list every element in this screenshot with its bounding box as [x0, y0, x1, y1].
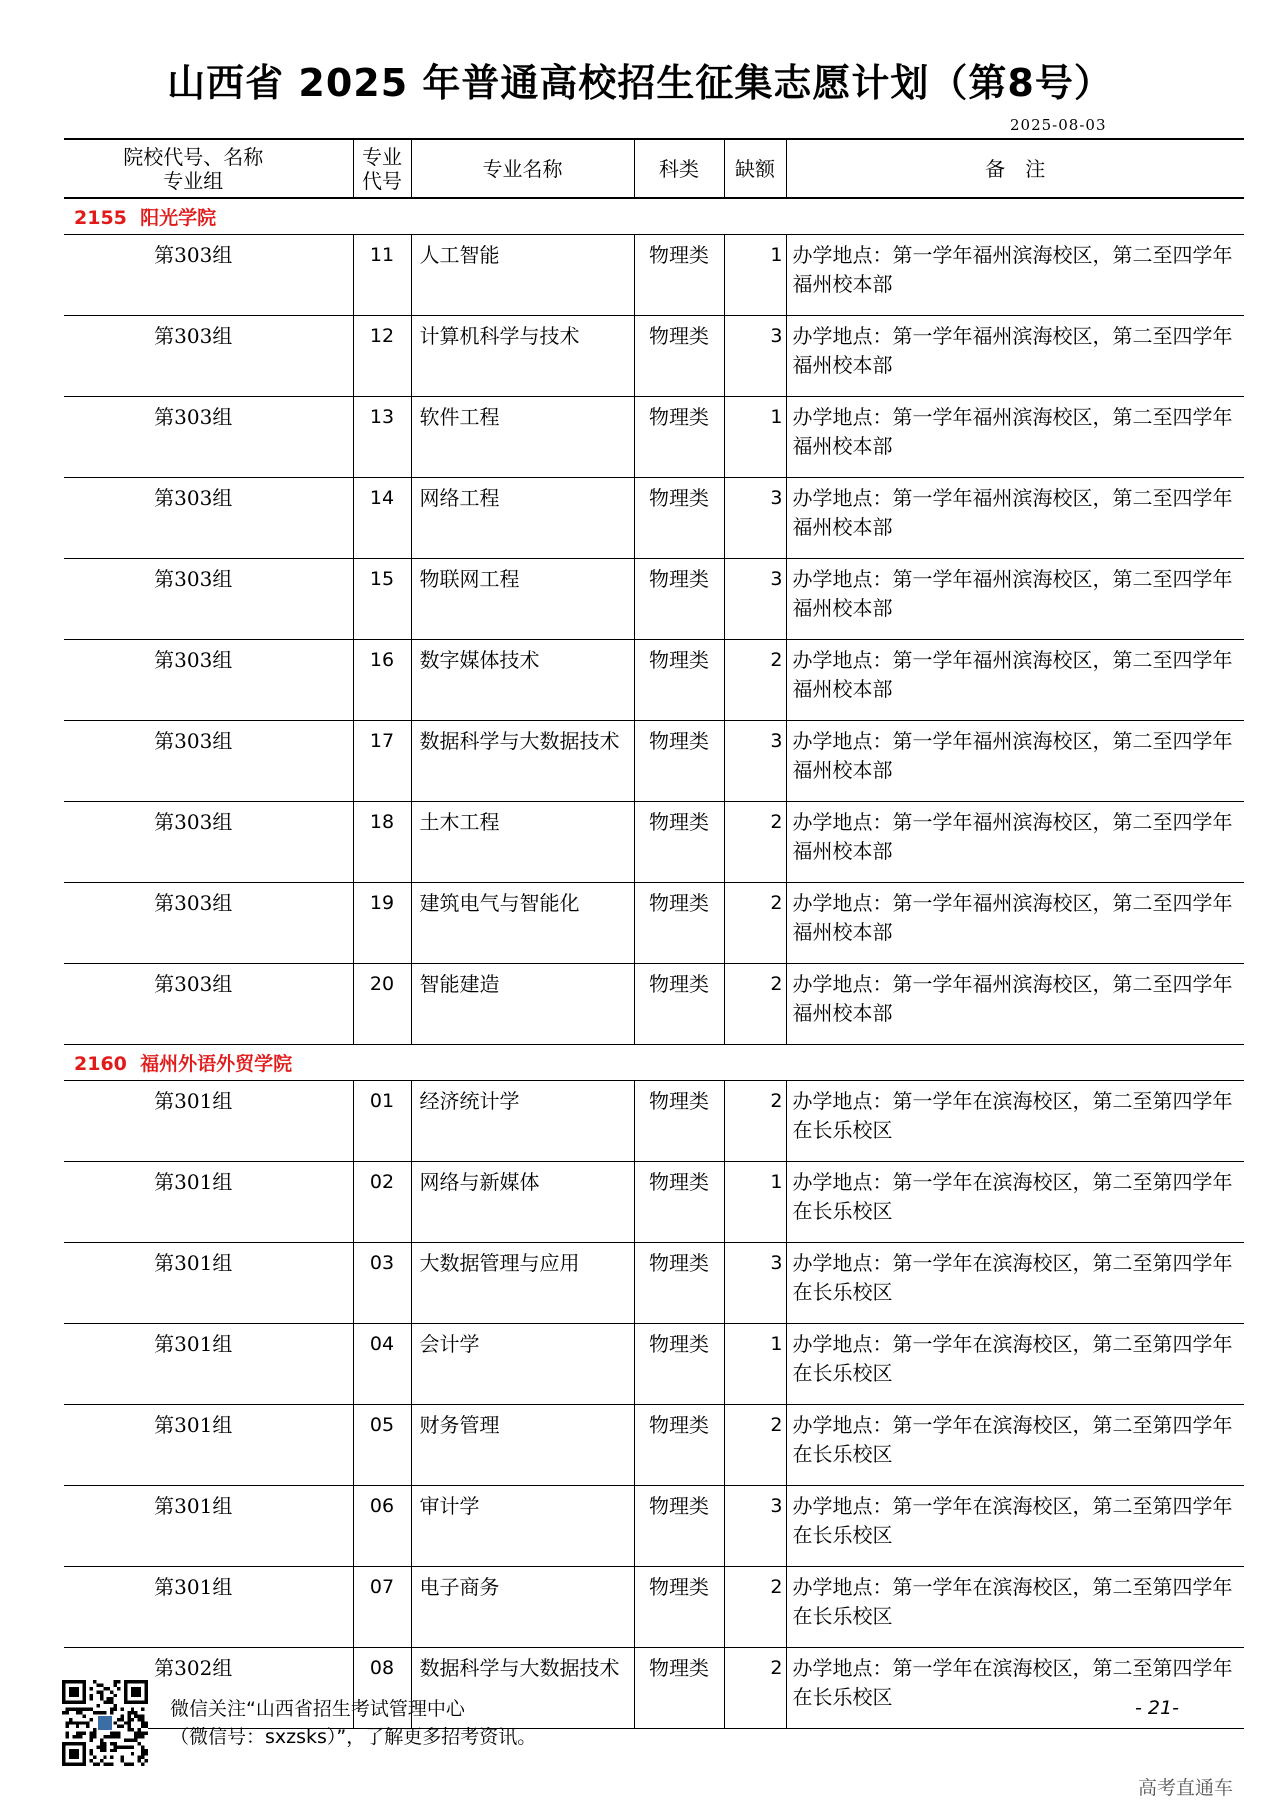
group-cell: 第303组 [64, 235, 353, 316]
major-name-cell: 计算机科学与技术 [411, 316, 634, 397]
school-name: 2160 福州外语外贸学院 [64, 1045, 1244, 1081]
category-cell: 物理类 [634, 559, 724, 640]
major-name-cell: 数字媒体技术 [411, 640, 634, 721]
group-cell: 第301组 [64, 1405, 353, 1486]
major-name-cell: 土木工程 [411, 802, 634, 883]
group-cell: 第303组 [64, 721, 353, 802]
vacancy-cell: 1 [724, 1162, 786, 1243]
page-number: - 21- [1135, 1697, 1179, 1719]
major-code-cell: 16 [353, 640, 411, 721]
remark-cell: 办学地点：第一学年福州滨海校区，第二至四学年福州校本部 [786, 964, 1244, 1045]
major-code-cell: 20 [353, 964, 411, 1045]
remark-cell: 办学地点：第一学年福州滨海校区，第二至四学年福州校本部 [786, 559, 1244, 640]
footer-line-1: 微信关注“山西省招生考试管理中心 [170, 1698, 465, 1720]
group-cell: 第303组 [64, 802, 353, 883]
table-row [64, 235, 1244, 316]
category-cell: 物理类 [634, 1405, 724, 1486]
major-code-cell: 01 [353, 1081, 411, 1162]
major-code-cell: 06 [353, 1486, 411, 1567]
school-row [64, 198, 1244, 235]
header-vacancy: 缺额 [724, 139, 786, 198]
vacancy-cell: 2 [724, 1405, 786, 1486]
header-category: 科类 [634, 139, 724, 198]
group-cell: 第303组 [64, 478, 353, 559]
major-name-cell: 智能建造 [411, 964, 634, 1045]
remark-cell: 办学地点：第一学年在滨海校区，第二至第四学年在长乐校区 [786, 1648, 1244, 1729]
major-code-cell: 14 [353, 478, 411, 559]
category-cell: 物理类 [634, 721, 724, 802]
category-cell: 物理类 [634, 1567, 724, 1648]
vacancy-cell: 2 [724, 802, 786, 883]
remark-cell: 办学地点：第一学年福州滨海校区，第二至四学年福州校本部 [786, 802, 1244, 883]
major-name-cell: 软件工程 [411, 397, 634, 478]
remark-cell: 办学地点：第一学年在滨海校区，第二至第四学年在长乐校区 [786, 1243, 1244, 1324]
major-name-cell: 审计学 [411, 1486, 634, 1567]
watermark: 高考直通车 [1138, 1777, 1234, 1799]
table-body [64, 198, 1244, 1729]
vacancy-cell: 2 [724, 1648, 786, 1729]
vacancy-cell: 1 [724, 235, 786, 316]
major-name-cell: 电子商务 [411, 1567, 634, 1648]
group-cell: 第303组 [64, 316, 353, 397]
vacancy-cell: 2 [724, 1081, 786, 1162]
group-cell: 第302组 [64, 1648, 353, 1729]
group-cell: 第303组 [64, 397, 353, 478]
remark-cell: 办学地点：第一学年在滨海校区，第二至第四学年在长乐校区 [786, 1162, 1244, 1243]
header-major-name: 专业名称 [411, 139, 634, 198]
category-cell: 物理类 [634, 235, 724, 316]
vacancy-cell: 3 [724, 1486, 786, 1567]
major-name-cell: 财务管理 [411, 1405, 634, 1486]
vacancy-cell: 3 [724, 316, 786, 397]
table-header-row [64, 139, 1244, 198]
major-code-cell: 07 [353, 1567, 411, 1648]
remark-cell: 办学地点：第一学年在滨海校区，第二至第四学年在长乐校区 [786, 1486, 1244, 1567]
major-name-cell: 物联网工程 [411, 559, 634, 640]
school-name: 2155 阳光学院 [64, 198, 1244, 235]
group-cell: 第301组 [64, 1162, 353, 1243]
table-row [64, 1486, 1244, 1567]
vacancy-cell: 2 [724, 964, 786, 1045]
table-row [64, 559, 1244, 640]
vacancy-cell: 2 [724, 1567, 786, 1648]
vacancy-cell: 3 [724, 1243, 786, 1324]
major-code-cell: 13 [353, 397, 411, 478]
category-cell: 物理类 [634, 802, 724, 883]
major-code-cell: 04 [353, 1324, 411, 1405]
major-name-cell: 网络与新媒体 [411, 1162, 634, 1243]
major-name-cell: 数据科学与大数据技术 [411, 1648, 634, 1729]
major-name-cell: 会计学 [411, 1324, 634, 1405]
table-row [64, 478, 1244, 559]
vacancy-cell: 1 [724, 1324, 786, 1405]
major-code-cell: 12 [353, 316, 411, 397]
footer-note [170, 1695, 536, 1751]
category-cell: 物理类 [634, 316, 724, 397]
major-code-cell: 19 [353, 883, 411, 964]
remark-cell: 办学地点：第一学年福州滨海校区，第二至四学年福州校本部 [786, 397, 1244, 478]
table-row [64, 1567, 1244, 1648]
vacancy-cell: 1 [724, 397, 786, 478]
remark-cell: 办学地点：第一学年福州滨海校区，第二至四学年福州校本部 [786, 883, 1244, 964]
group-cell: 第303组 [64, 559, 353, 640]
vacancy-cell: 3 [724, 721, 786, 802]
category-cell: 物理类 [634, 478, 724, 559]
category-cell: 物理类 [634, 1243, 724, 1324]
group-cell: 第303组 [64, 883, 353, 964]
vacancy-cell: 2 [724, 640, 786, 721]
major-name-cell: 人工智能 [411, 235, 634, 316]
header-school: 院校代号、名称 专业组 [64, 139, 353, 198]
category-cell: 物理类 [634, 1486, 724, 1567]
major-name-cell: 数据科学与大数据技术 [411, 721, 634, 802]
remark-cell: 办学地点：第一学年福州滨海校区，第二至四学年福州校本部 [786, 478, 1244, 559]
table-row [64, 640, 1244, 721]
category-cell: 物理类 [634, 1162, 724, 1243]
remark-cell: 办学地点：第一学年福州滨海校区，第二至四学年福州校本部 [786, 640, 1244, 721]
major-code-cell: 11 [353, 235, 411, 316]
major-name-cell: 大数据管理与应用 [411, 1243, 634, 1324]
remark-cell: 办学地点：第一学年在滨海校区，第二至第四学年在长乐校区 [786, 1405, 1244, 1486]
table-row [64, 964, 1244, 1045]
table-row [64, 802, 1244, 883]
major-code-cell: 15 [353, 559, 411, 640]
group-cell: 第301组 [64, 1324, 353, 1405]
header-remark: 备 注 [786, 139, 1244, 198]
major-name-cell: 网络工程 [411, 478, 634, 559]
group-cell: 第301组 [64, 1243, 353, 1324]
major-code-cell: 18 [353, 802, 411, 883]
major-name-cell: 经济统计学 [411, 1081, 634, 1162]
major-code-cell: 17 [353, 721, 411, 802]
school-row [64, 1045, 1244, 1081]
major-name-cell: 建筑电气与智能化 [411, 883, 634, 964]
plan-table [64, 138, 1244, 1729]
table-row [64, 1243, 1244, 1324]
vacancy-cell: 3 [724, 478, 786, 559]
category-cell: 物理类 [634, 1324, 724, 1405]
table-row [64, 721, 1244, 802]
category-cell: 物理类 [634, 964, 724, 1045]
remark-cell: 办学地点：第一学年在滨海校区，第二至第四学年在长乐校区 [786, 1081, 1244, 1162]
group-cell: 第301组 [64, 1081, 353, 1162]
category-cell: 物理类 [634, 640, 724, 721]
category-cell: 物理类 [634, 1648, 724, 1729]
header-major-code: 专业 代号 [353, 139, 411, 198]
major-code-cell: 03 [353, 1243, 411, 1324]
vacancy-cell: 2 [724, 883, 786, 964]
table-row [64, 1081, 1244, 1162]
remark-cell: 办学地点：第一学年福州滨海校区，第二至四学年福州校本部 [786, 316, 1244, 397]
page-title: 山西省 2025 年普通高校招生征集志愿计划（第8号） [167, 61, 1113, 105]
table-row [64, 1405, 1244, 1486]
table-row [64, 316, 1244, 397]
major-code-cell: 05 [353, 1405, 411, 1486]
remark-cell: 办学地点：第一学年福州滨海校区，第二至四学年福州校本部 [786, 235, 1244, 316]
group-cell: 第303组 [64, 964, 353, 1045]
remark-cell: 办学地点：第一学年福州滨海校区，第二至四学年福州校本部 [786, 721, 1244, 802]
table-row [64, 1324, 1244, 1405]
major-code-cell: 02 [353, 1162, 411, 1243]
table-row [64, 883, 1244, 964]
table-row [64, 397, 1244, 478]
vacancy-cell: 3 [724, 559, 786, 640]
category-cell: 物理类 [634, 883, 724, 964]
category-cell: 物理类 [634, 397, 724, 478]
remark-cell: 办学地点：第一学年在滨海校区，第二至第四学年在长乐校区 [786, 1567, 1244, 1648]
group-cell: 第301组 [64, 1486, 353, 1567]
remark-cell: 办学地点：第一学年在滨海校区，第二至第四学年在长乐校区 [786, 1324, 1244, 1405]
group-cell: 第301组 [64, 1567, 353, 1648]
publish-date: 2025-08-03 [1010, 116, 1107, 134]
group-cell: 第303组 [64, 640, 353, 721]
footer-line-2: （微信号：sxzsks）”，了解更多招考资讯。 [170, 1726, 537, 1748]
table-row [64, 1162, 1244, 1243]
major-code-cell: 08 [353, 1648, 411, 1729]
qr-code-icon [62, 1680, 148, 1766]
category-cell: 物理类 [634, 1081, 724, 1162]
